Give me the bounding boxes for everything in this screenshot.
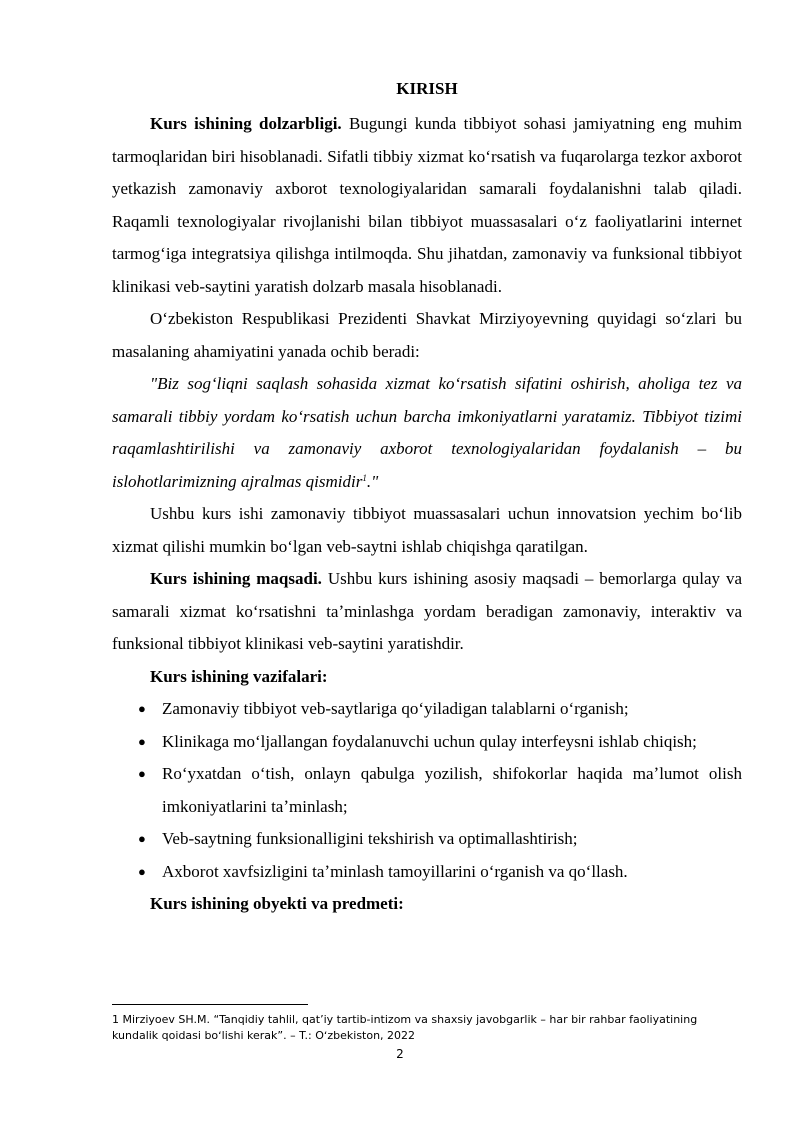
list-item-text: Roʻyxatdan oʻtish, onlayn qabulga yozilish, shifokorlar haqida maʼlumot olish imkoniyatlarini taʼminlash; [162, 764, 742, 816]
quote-closing: ." [366, 471, 379, 491]
tasks-title: Kurs ishining vazifalari: [150, 666, 328, 686]
list-item [138, 758, 742, 823]
goal-title: Kurs ishining maqsadi. [150, 569, 322, 588]
list-item-text: Veb-saytning funksionalligini tekshirish va optimallashtirish; [162, 829, 578, 848]
bullet-icon: ● [138, 831, 146, 846]
document-page [112, 76, 742, 921]
relevance-title: Kurs ishining dolzarbligi. [150, 114, 342, 133]
bullet-icon: ● [138, 701, 146, 716]
list-item [138, 726, 742, 759]
president-intro-paragraph: Oʻzbekiston Respublikasi Prezidenti Shavkat Mirziyoyevning quyidagi soʻzlari bu masalaning ahamiyatini yanada ochib beradi: [112, 309, 742, 361]
list-item-text: Axborot xavfsizligini taʼminlash tamoyillarini oʻrganish va qoʻllash. [162, 861, 628, 881]
list-item-text: Zamonaviy tibbiyot veb-saytlariga qoʻyiladigan talablarni oʻrganish; [162, 699, 629, 718]
relevance-paragraph [112, 108, 742, 303]
bullet-icon: ● [138, 733, 146, 749]
object-title: Kurs ishining obyekti va predmeti: [150, 894, 404, 913]
tasks-list [112, 693, 742, 888]
footnote-text: Mirziyoev SH.M. “Tanqidiy tahlil, qatʼiy tartib-intizom va shaxsiy javobgarlik – har bir rahbar faoliyatining kundalik qoidasi boʻlishi kerak”. – T.: Oʻzbekiston, 2022 [112, 1013, 698, 1042]
bullet-icon: ● [138, 766, 146, 781]
purpose-intro-paragraph: Ushbu kurs ishi zamonaviy tibbiyot muassasalari uchun innovatsion yechim boʻlib xizmat qilishi mumkin boʻlgan veb-saytni ishlab chiqishga qaratilgan. [112, 504, 742, 556]
footnote-divider [112, 1004, 308, 1005]
section-heading: KIRISH [396, 79, 458, 98]
footnote-number: 1 [112, 1013, 119, 1026]
footnote [112, 1012, 712, 1044]
relevance-text: Bugungi kunda tibbiyot sohasi jamiyatning eng muhim tarmoqlaridan biri hisoblanadi. Sifatli tibbiy xizmat koʻrsatish va fuqarolarga tezkor axborot yetkazish zamonaviy axborot texnologiyalaridan samarali foydalanishni talab qiladi. Raqamli texnologiyalar rivojlanishi bilan tibbiyot muassasalari oʻz faoliyatlarini internet tarmogʻiga integratsiya qilishga intilmoqda. Shu jihatdan, zamonaviy va funksional tibbiyot klinikasi veb-saytini yaratish dolzarb masala hisoblanadi. [112, 114, 743, 296]
page-number: 2 [396, 1047, 404, 1061]
footnote-reference[interactable]: 1 [362, 472, 367, 483]
list-item [138, 823, 742, 856]
list-item [138, 693, 742, 726]
list-item [138, 856, 742, 889]
list-item-text: Klinikaga moʻljallangan foydalanuvchi uchun qulay interfeysni ishlab chiqish; [162, 731, 697, 751]
goal-paragraph [112, 563, 742, 661]
goal-text: Ushbu kurs ishining asosiy maqsadi – bemorlarga qulay va samarali xizmat koʻrsatishni taʼminlashga yordam beradigan zamonaviy, interaktiv va funksional tibbiyot klinikasi veb-saytini yaratishdir. [112, 569, 742, 653]
quote-paragraph [112, 368, 742, 498]
quote-text: "Biz sogʻliqni saqlash sohasida xizmat koʻrsatish sifatini oshirish, aholiga tez va samarali tibbiy yordam koʻrsatish uchun barcha imkoniyatlarni yaratamiz. Tibbiyot tizimi raqamlashtirilishi va zamonaviy axborot texnologiyalaridan foydalanish – bu islohotlarimizning ajralmas qismidir [112, 374, 742, 491]
bullet-icon: ● [138, 863, 146, 879]
